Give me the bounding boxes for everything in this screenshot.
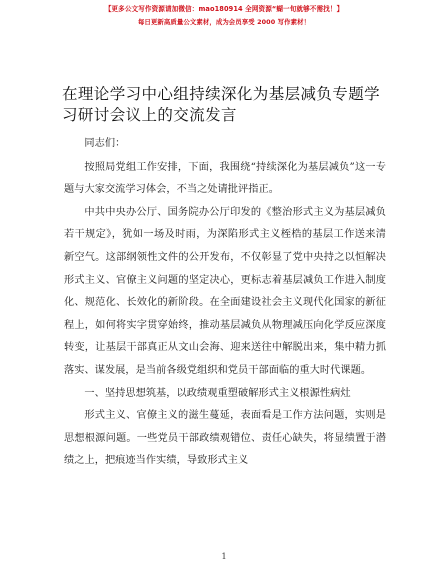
body-paragraph: 按照局党组工作安排，下面，我围绕“持续深化为基层减负”这一专题与大家交流学习体会，不当之处请批评指正。 xyxy=(64,161,386,196)
document-title: 在理论学习中心组持续深化为基层减负专题学习研讨会议上的交流发言 xyxy=(62,85,381,124)
page-number: 1 xyxy=(221,552,227,561)
greeting: 同志们： xyxy=(84,138,126,149)
document-body xyxy=(64,133,386,473)
banner-line-2: 每日更新高质量公文素材，成为会员享受 2000 写作素材！ xyxy=(137,18,311,26)
section-heading: 一、坚持思想筑基，以政绩观重塑破解形式主义根源性病灶 xyxy=(84,387,351,399)
banner-line-1: 【更多公文写作资源请加微信：mao180914 全网资源“蝴一旬就够不需找！】 xyxy=(104,5,344,13)
header-banner xyxy=(0,4,448,27)
section-paragraph: 形式主义、官僚主义的滋生蔓延，表面看是工作方法问题，实则是思想根源问题。一些党员干部政绩观错位、责任心缺失，将显绩置于潜绩之上，把痕迹当作实绩，导致形式主义 xyxy=(64,410,386,467)
body-paragraph: 中共中央办公厅、国务院办公厅印发的《整治形式主义为基层减负若干规定》，犹如一场及时雨，为深陷形式主义桎梏的基层工作送来清新空气。这部纲领性文件的公开发布，不仅彰显了党中央持之以恒解决形式主义、官僚主义问题的坚定决心，更标志着基层减负工作进入制度化、规范化、长效化的新阶段。在全面建设社会主义现代化国家的新征程上，如何将实字贯穿始终，推动基层减负从物理减压向化学反应深度转变，让基层干部真正从文山会海、迎来送往中解脱出来，集中精力抓落实、谋发展，是当前各级党组织和党员干部面临的重大时代课题。 xyxy=(64,206,386,376)
